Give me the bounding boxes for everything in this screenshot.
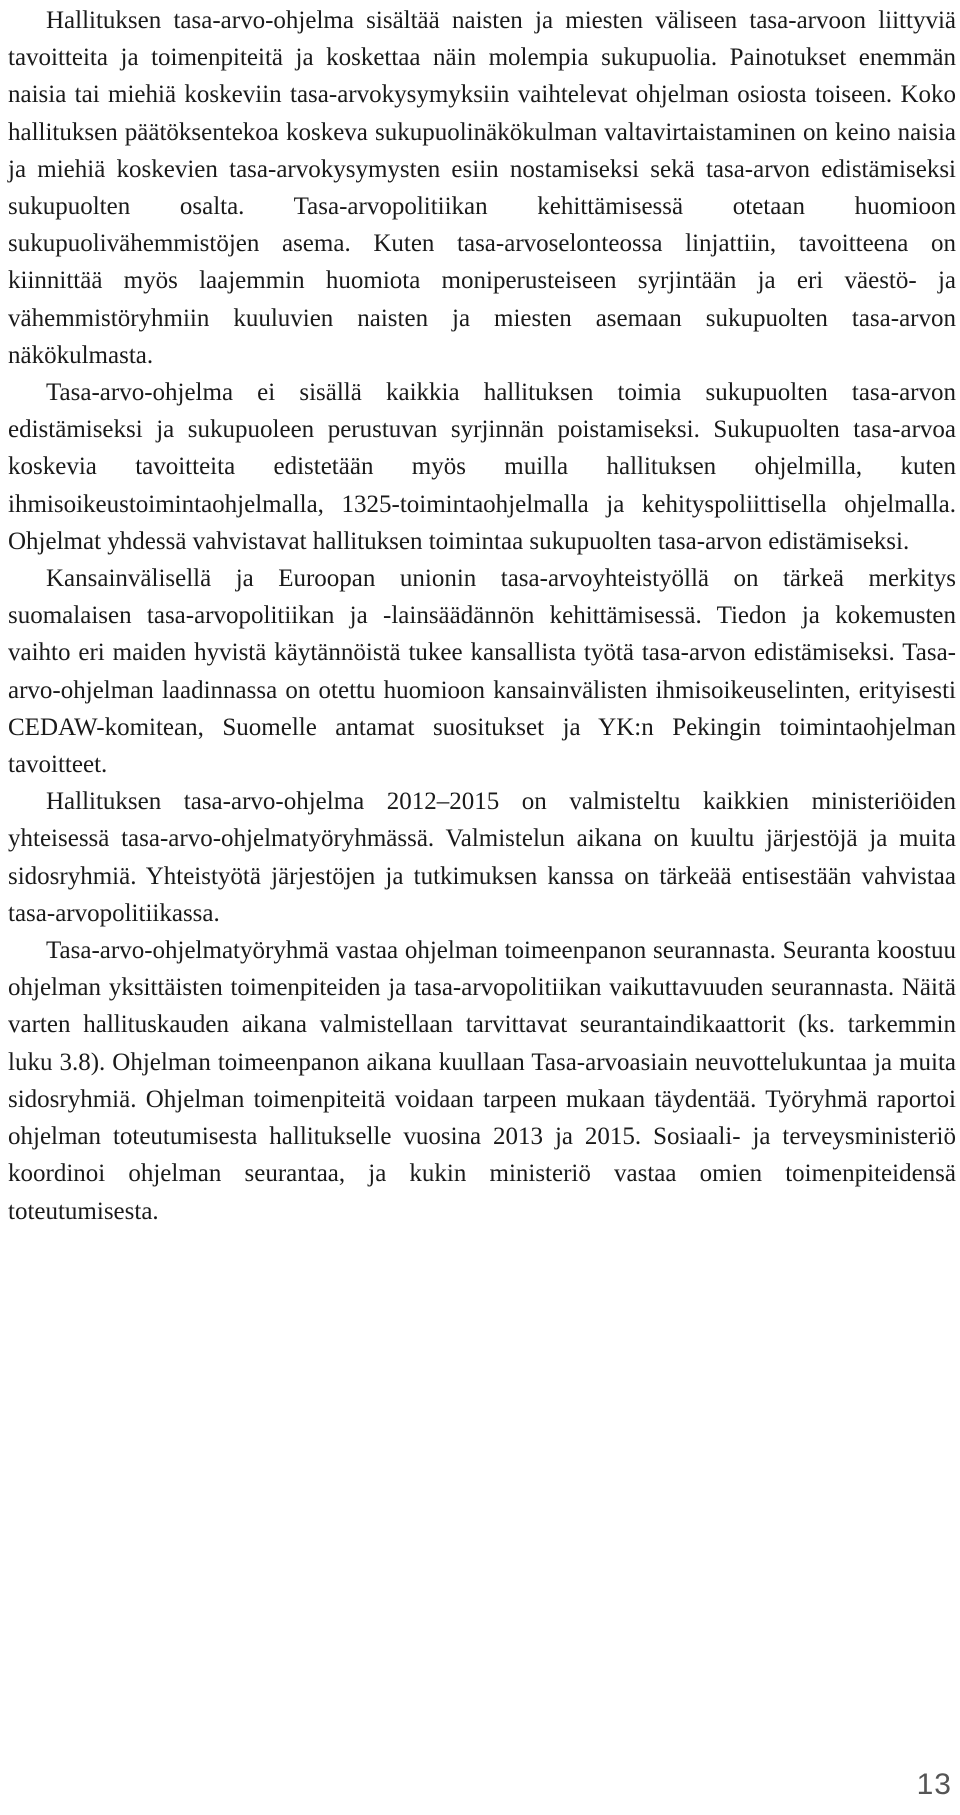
paragraph: Kansainvälisellä ja Euroopan unionin tasa-arvoyhteistyöllä on tärkeä merkitys suomalaisen tasa-arvopolitiikan ja -lainsäädännön kehittämisessä. Tiedon ja kokemusten vaihto eri maiden hyvistä käytännöistä tukee kansallista työtä tasa-arvon edistämiseksi. Tasa-arvo-ohjelman laadinnassa on otettu huomioon kansainvälisten ihmisoikeuselinten, erityisesti CEDAW-komitean, Suomelle antamat suositukset ja YK:n Pekingin toimintaohjelman tavoitteet. bbox=[8, 565, 956, 779]
paragraph: Tasa-arvo-ohjelma ei sisällä kaikkia hallituksen toimia sukupuolten tasa-arvon edistämiseksi ja sukupuoleen perustuvan syrjinnän poistamiseksi. Sukupuolten tasa-arvoa koskevia tavoitteita edistetään myös muilla hallituksen ohjelmilla, kuten ihmisoikeustoimintaohjelmalla, 1325-toimintaohjelmalla ja kehityspoliittisella ohjelmalla. Ohjelmat yhdessä vahvistavat hallituksen toimintaa sukupuolten tasa-arvon edistämiseksi. bbox=[8, 379, 956, 555]
paragraph: Hallituksen tasa-arvo-ohjelma 2012–2015 on valmisteltu kaikkien ministeriöiden yhteisessä tasa-arvo-ohjelmatyöryhmässä. Valmistelun aikana on kuultu järjestöjä ja muita sidosryhmiä. Yhteistyötä järjestöjen ja tutkimuksen kanssa on tärkeää entisestään vahvistaa tasa-arvopolitiikassa. bbox=[8, 788, 956, 927]
paragraph: Tasa-arvo-ohjelmatyöryhmä vastaa ohjelman toimeenpanon seurannasta. Seuranta koostuu ohjelman yksittäisten toimenpiteiden ja tasa-arvopolitiikan vaikuttavuuden seurannasta. Näitä varten hallituskauden aikana valmistellaan tarvittavat seurantaindikaattorit (ks. tarkemmin luku 3.8). Ohjelman toimeenpanon aikana kuullaan Tasa-arvoasiain neuvottelukuntaa ja muita sidosryhmiä. Ohjelman toimenpiteitä voidaan tarpeen mukaan täydentää. Työryhmä raportoi ohjelman toteutumisesta hallitukselle vuosina 2013 ja 2015. Sosiaali- ja terveysministeriö koordinoi ohjelman seurantaa, ja kukin ministeriö vastaa omien toimenpiteidensä toteutumisesta. bbox=[8, 937, 956, 1225]
page-number: 13 bbox=[916, 1768, 952, 1801]
body-text bbox=[8, 2, 956, 1230]
paragraph: Hallituksen tasa-arvo-ohjelma sisältää naisten ja miesten väliseen tasa-arvoon liittyviä tavoitteita ja toimenpiteitä ja koskettaa näin molempia sukupuolia. Painotukset enemmän naisia tai miehiä koskeviin tasa-arvokysymyksiin vaihtelevat ohjelman osiosta toiseen. Koko hallituksen päätöksentekoa koskeva sukupuolinäkökulman valtavirtaistaminen on keino naisia ja miehiä koskevien tasa-arvokysymysten esiin nostamiseksi sekä tasa-arvon edistämiseksi sukupuolten osalta. Tasa-arvopolitiikan kehittämisessä otetaan huomioon sukupuolivähemmistöjen asema. Kuten tasa-arvoselonteossa linjattiin, tavoitteena on kiinnittää myös laajemmin huomiota moniperusteiseen syrjintään ja eri väestö- ja vähemmistöryhmiin kuuluvien naisten ja miesten asemaan sukupuolten tasa-arvon näkökulmasta. bbox=[8, 7, 956, 369]
